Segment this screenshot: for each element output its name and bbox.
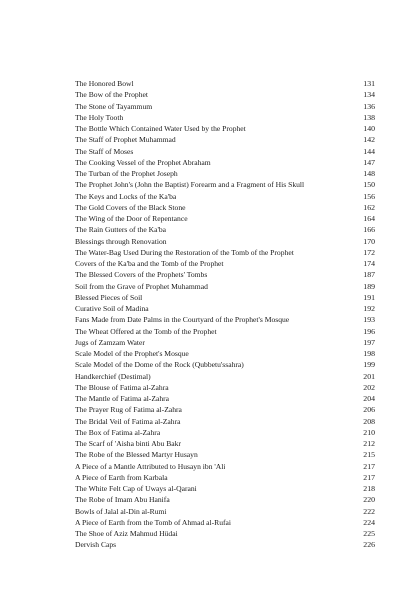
toc-entry-page-number: 212	[363, 439, 375, 448]
toc-entry-page-number: 147	[363, 157, 375, 167]
toc-entry	[75, 326, 375, 337]
table-of-contents	[75, 78, 375, 551]
toc-entry	[75, 528, 375, 539]
toc-entry-title: The Bridal Veil of Fatima al-Zahra	[75, 416, 181, 426]
toc-entry-page-number: 226	[363, 540, 375, 550]
toc-entry	[75, 337, 375, 348]
toc-entry-title: Bowls of Jalal al-Din al-Rumi	[75, 506, 167, 516]
toc-entry-page-number: 131	[363, 79, 375, 88]
toc-entry-page-number: 199	[363, 360, 375, 370]
toc-entry	[75, 506, 375, 517]
toc-entry-page-number: 192	[363, 304, 375, 313]
toc-entry-title: The Stone of Tayammum	[75, 101, 153, 111]
toc-entry-title: The Bottle Which Contained Water Used by the Prophet	[75, 124, 246, 133]
toc-entry-page-number: 150	[363, 180, 375, 190]
toc-entry-title: The Scarf of 'Aisha binti Abu Bakr	[75, 439, 181, 448]
toc-entry-title: Jugs of Zamzam Water	[75, 337, 145, 347]
toc-entry	[75, 224, 375, 235]
toc-entry-page-number: 170	[363, 236, 375, 246]
toc-entry	[75, 213, 375, 224]
toc-entry	[75, 258, 375, 269]
toc-entry-title: The White Felt Cap of Uways al-Qarani	[75, 484, 197, 493]
toc-entry-title: The Gold Covers of the Black Stone	[75, 202, 186, 212]
toc-entry-page-number: 162	[363, 202, 375, 212]
toc-entry-title: The Robe of Imam Abu Hanifa	[75, 495, 170, 505]
toc-entry-title: The Blessed Covers of the Prophets' Tombs	[75, 270, 208, 280]
toc-entry	[75, 123, 375, 134]
toc-entry-title: The Staff of Prophet Muhammad	[75, 135, 176, 145]
toc-entry-title: Dervish Caps	[75, 540, 117, 550]
toc-entry	[75, 202, 375, 213]
toc-entry	[75, 112, 375, 123]
toc-entry-title: Scale Model of the Prophet's Mosque	[75, 349, 189, 358]
toc-entry	[75, 157, 375, 168]
toc-entry-page-number: 166	[363, 225, 375, 235]
toc-entry	[75, 393, 375, 404]
toc-entry	[75, 382, 375, 393]
toc-entry-page-number: 215	[363, 450, 375, 460]
toc-entry-page-number: 224	[363, 517, 375, 527]
toc-entry-title: The Keys and Locks of the Ka'ba	[75, 191, 177, 201]
toc-entry-title: A Piece of Earth from the Tomb of Ahmad al-Rufai	[75, 517, 232, 527]
toc-entry-title: The Cooking Vessel of the Prophet Abraham	[75, 157, 211, 167]
toc-entry-title: The Mantle of Fatima al-Zahra	[75, 394, 170, 403]
toc-entry-page-number: 191	[363, 292, 375, 302]
toc-entry-page-number: 218	[363, 484, 375, 493]
toc-entry-page-number: 196	[363, 326, 375, 336]
toc-entry-title: The Wing of the Door of Repentance	[75, 214, 188, 223]
toc-entry-title: Fans Made from Date Palms in the Courtyard of the Prophet's Mosque	[75, 315, 290, 325]
toc-entry-title: The Bow of the Prophet	[75, 90, 148, 100]
toc-entry	[75, 101, 375, 112]
toc-entry	[75, 179, 375, 190]
toc-entry	[75, 269, 375, 280]
toc-entry	[75, 191, 375, 202]
toc-entry-page-number: 187	[363, 270, 375, 280]
toc-entry	[75, 517, 375, 528]
toc-entry-title: The Blouse of Fatima al-Zahra	[75, 382, 169, 392]
toc-entry	[75, 78, 375, 89]
toc-entry-title: A Piece of a Mantle Attributed to Husayn ibn 'Ali	[75, 461, 226, 471]
toc-entry-title: The Water-Bag Used During the Restoration of the Tomb of the Prophet	[75, 247, 294, 257]
toc-entry-title: The Staff of Moses	[75, 146, 134, 156]
toc-entry-title: The Turban of the Prophet Joseph	[75, 169, 178, 178]
toc-entry-page-number: 174	[363, 259, 375, 268]
toc-entry	[75, 427, 375, 438]
toc-entry	[75, 134, 375, 145]
toc-entry	[75, 404, 375, 415]
toc-entry	[75, 472, 375, 483]
toc-entry	[75, 438, 375, 449]
toc-entry	[75, 449, 375, 460]
toc-entry-page-number: 140	[363, 124, 375, 133]
toc-entry-page-number: 208	[363, 416, 375, 426]
toc-entry-title: The Prayer Rug of Fatima al-Zahra	[75, 405, 182, 415]
toc-entry	[75, 314, 375, 325]
toc-entry-page-number: 134	[363, 90, 375, 100]
toc-entry-page-number: 189	[363, 281, 375, 291]
toc-entry-page-number: 144	[363, 146, 375, 156]
toc-entry	[75, 146, 375, 157]
toc-entry	[75, 236, 375, 247]
toc-entry-title: Handkerchief (Destimal)	[75, 371, 151, 381]
toc-entry-page-number: 217	[363, 472, 375, 482]
toc-entry-page-number: 197	[363, 337, 375, 347]
toc-entry-title: The Shoe of Aziz Mahmud Hüdai	[75, 529, 178, 538]
toc-entry	[75, 494, 375, 505]
toc-entry-page-number: 148	[363, 169, 375, 178]
toc-entry-title: Soil from the Grave of Prophet Muhammad	[75, 281, 208, 291]
toc-entry-page-number: 172	[363, 247, 375, 257]
toc-entry-title: Scale Model of the Dome of the Rock (Qubbetu'ssahra)	[75, 360, 244, 370]
toc-entry	[75, 168, 375, 179]
toc-entry-page-number: 164	[363, 214, 375, 223]
toc-entry-page-number: 217	[363, 461, 375, 471]
toc-entry-page-number: 138	[363, 112, 375, 122]
toc-entry	[75, 89, 375, 100]
toc-entry-title: The Robe of the Blessed Martyr Husayn	[75, 450, 198, 460]
toc-entry-page-number: 206	[363, 405, 375, 415]
toc-entry-page-number: 225	[363, 529, 375, 538]
toc-entry	[75, 292, 375, 303]
toc-entry	[75, 539, 375, 550]
toc-entry	[75, 371, 375, 382]
toc-entry-title: The Wheat Offered at the Tomb of the Prophet	[75, 326, 217, 336]
toc-entry-page-number: 193	[363, 315, 375, 325]
toc-entry-title: The Prophet John's (John the Baptist) Forearm and a Fragment of His Skull	[75, 180, 305, 190]
toc-entry-title: Covers of the Ka'ba and the Tomb of the Prophet	[75, 259, 224, 268]
toc-entry-page-number: 204	[363, 394, 375, 403]
toc-entry-page-number: 142	[363, 135, 375, 145]
toc-entry-title: Blessed Pieces of Soil	[75, 292, 143, 302]
toc-entry-page-number: 156	[363, 191, 375, 201]
toc-entry-page-number: 198	[363, 349, 375, 358]
toc-entry-page-number: 202	[363, 382, 375, 392]
toc-entry-title: The Rain Gutters of the Ka'ba	[75, 225, 166, 235]
toc-entry	[75, 303, 375, 314]
toc-entry-page-number: 210	[363, 427, 375, 437]
toc-entry	[75, 483, 375, 494]
toc-entry-page-number: 201	[363, 371, 375, 381]
toc-entry-page-number: 222	[363, 506, 375, 516]
toc-entry	[75, 348, 375, 359]
toc-entry-title: The Holy Tooth	[75, 112, 124, 122]
toc-entry	[75, 416, 375, 427]
toc-entry	[75, 359, 375, 370]
toc-entry-title: Blessings through Renovation	[75, 236, 167, 246]
toc-entry-title: Curative Soil of Madina	[75, 304, 149, 313]
toc-entry	[75, 247, 375, 258]
toc-entry-title: A Piece of Earth from Karbala	[75, 472, 168, 482]
toc-entry-title: The Box of Fatima al-Zahra	[75, 427, 161, 437]
toc-entry	[75, 281, 375, 292]
toc-entry-page-number: 220	[363, 495, 375, 505]
toc-entry	[75, 461, 375, 472]
toc-entry-page-number: 136	[363, 101, 375, 111]
toc-entry-title: The Honored Bowl	[75, 79, 134, 88]
